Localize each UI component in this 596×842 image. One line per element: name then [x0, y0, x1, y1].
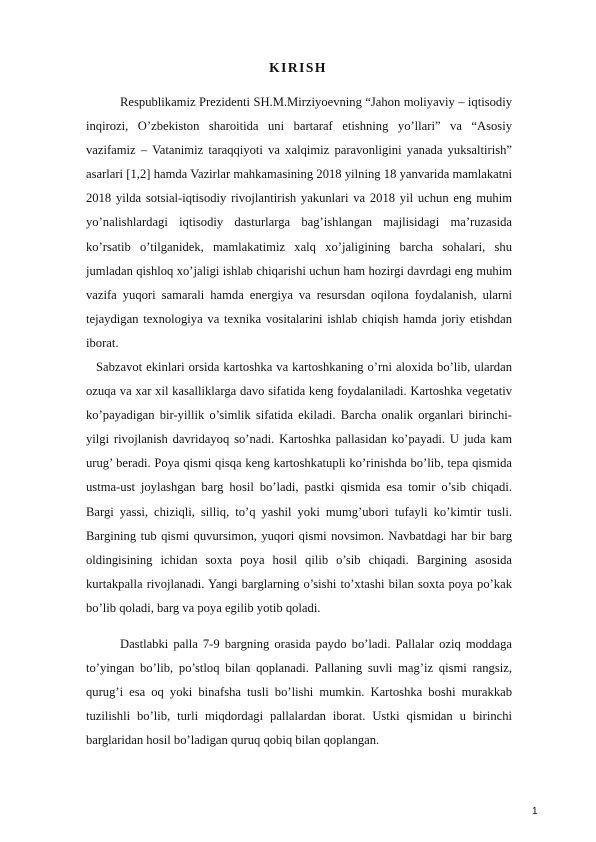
- page-number: 1: [532, 806, 538, 817]
- page-title: KIRISH: [269, 60, 327, 75]
- paragraph-2: Sabzavot ekinlari orsida kartoshka va kartoshkaning o’rni aloxida bo’lib, ulardan ozuqa va xar xil kasalliklarga davo sifatida keng foydalaniladi. Kartoshka vegetativ ko’payadigan bir-yillik o’simlik sifatida ekiladi. Barcha onalik organlari birinchi-yilgi rivojlanish davridayoq so’nadi. Kartoshka pallasidan ko’payadi. U juda kam urug’ beradi. Poya qismi qisqa keng kartoshkatupli ko’rinishda bo’lib, tepa qismida ustma-ust joylashgan barg hosil bo’ladi, pastki qismida esa tomir o’sib chiqadi. Bargi yassi, chiziqli, silliq, to’q yashil yoki mumg’ubori tufayli ko’kimtir tusli. Bargining tub qismi quvursimon, yuqori qismi novsimon. Navbatdagi har bir barg oldingisining ichidan soxta poya hosil qilib o’sib chiqadi. Bargining asosida kurtakpalla rivojlanadi. Yangi barglarning o’sishi to’xtashi bilan soxta poya po’kak bo’lib qoladi, barg va poya egilib yotib qoladi.: [86, 360, 512, 615]
- paragraph-3: Dastlabki palla 7-9 bargning orasida paydo bo’ladi. Pallalar oziq moddaga to’yingan bo’lib, po’stloq bilan qoplanadi. Pallaning suvli mag’iz qismi rangsiz, qurug’i esa oq yoki binafsha tusli bo’lishi mumkin. Kartoshka boshi murakkab tuzilishli bo’lib, turli miqdordagi pallalardan iborat. Ustki qismidan u birinchi barglaridan hosil bo’ladigan quruq qobiq bilan qoplangan.: [86, 637, 512, 748]
- paragraph-1: Respublikamiz Prezidenti SH.M.Mirziyoevning “Jahon moliyaviy – iqtisodiy inqirozi, O’zbekiston sharoitida uni bartaraf etishning yo’llari” va “Asosiy vazifamiz – Vatanimiz taraqqiyoti va xalqimiz paravonligini yanada yuksaltirish” asarlari [1,2] hamda Vazirlar mahkamasining 2018 yilning 18 yanvarida mamlakatni 2018 yilda sotsial-iqtisodiy rivojlantirish yakunlari va 2018 yil uchun eng muhim yo’nalishlardagi iqtisodiy dasturlarga bag’ishlangan majlisidagi ma’ruzasida ko’rsatib o’tilganidek, mamlakatimiz xalq xo’jaligining barcha sohalari, shu jumladan qishloq xo’jaligi ishlab chiqarishi uchun ham hozirgi davrdagi eng muhim vazifa yuqori samarali hamda energiya va resursdan oqilona foydalanish, ularni tejaydigan texnologiya va texnika vositalarini ishlab chiqish hamda joriy etishdan iborat.: [86, 95, 512, 350]
